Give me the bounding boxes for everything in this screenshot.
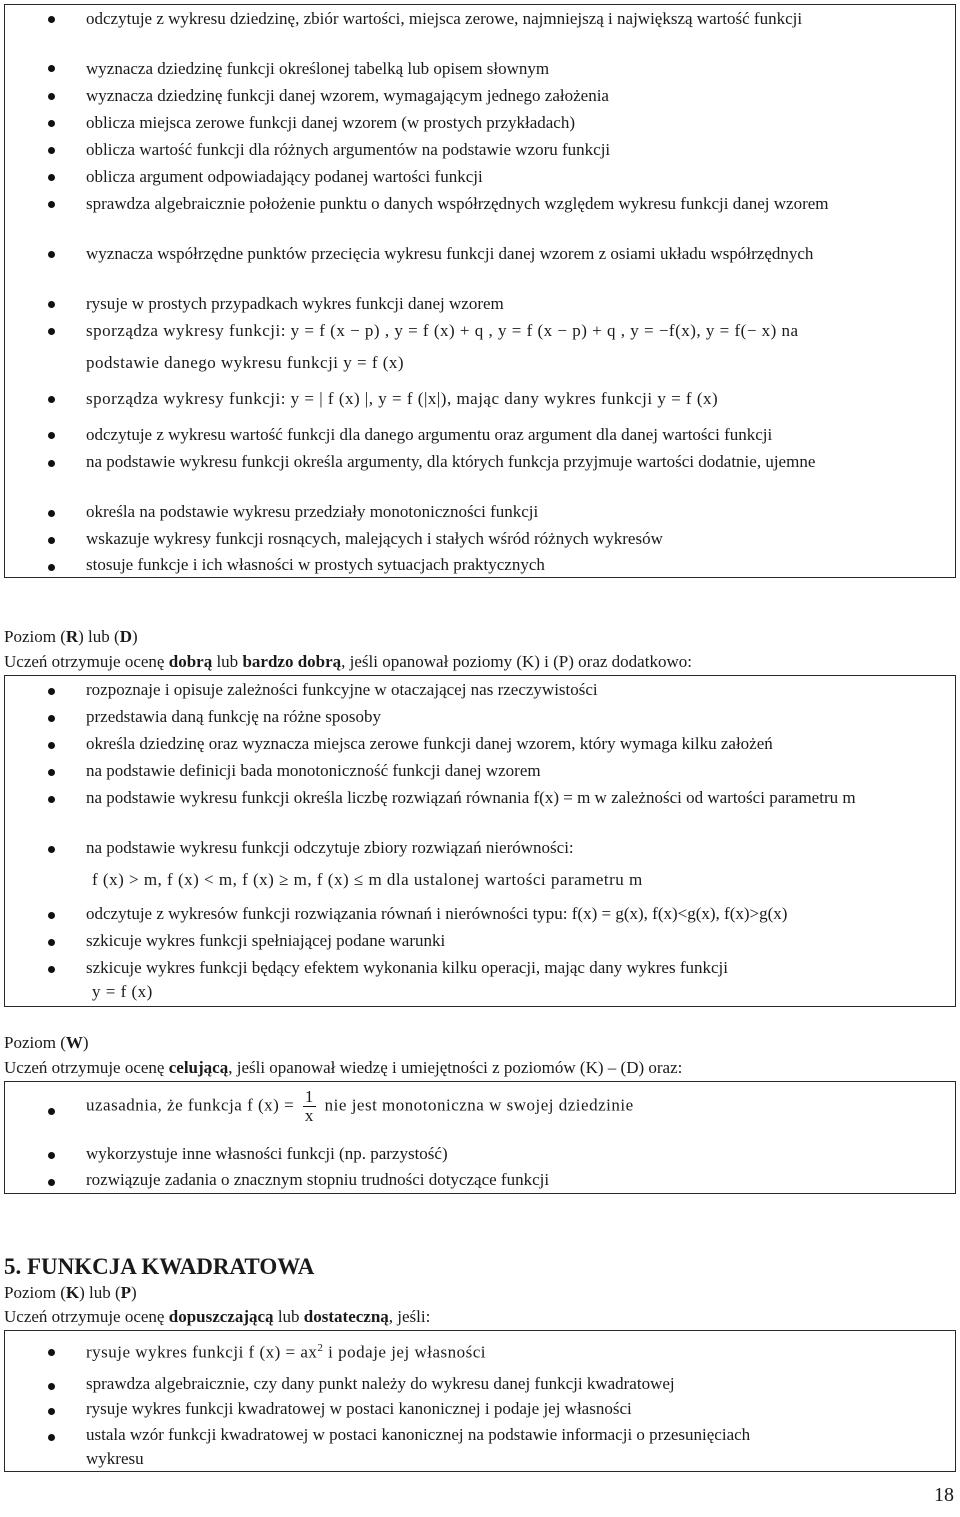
- list-item: wyznacza dziedzinę funkcji określonej tabelką lub opisem słownym: [86, 59, 550, 78]
- bullet: [48, 1108, 55, 1115]
- bullet: [48, 1179, 55, 1186]
- bullet: [48, 65, 55, 72]
- list-item-continuation: wykresu: [86, 1449, 144, 1468]
- list-item-continuation: y = f (x): [92, 982, 153, 1001]
- list-item: szkicuje wykres funkcji będący efektem wykonania kilku operacji, mając dany wykres funkcji: [86, 958, 728, 977]
- bullet: [48, 537, 55, 544]
- bullet: [48, 846, 55, 853]
- list-item: rozpoznaje i opisuje zależności funkcyjne w otaczającej nas rzeczywistości: [86, 680, 598, 699]
- bullet: [48, 432, 55, 439]
- list-item: szkicuje wykres funkcji spełniającej podane warunki: [86, 931, 446, 950]
- bullet: [48, 460, 55, 467]
- section-heading: 5. FUNKCJA KWADRATOWA: [4, 1254, 315, 1279]
- bullet: [48, 1408, 55, 1415]
- bullet: [48, 251, 55, 258]
- level-kp-intro: Uczeń otrzymuje ocenę dopuszczającą lub dostateczną, jeśli:: [4, 1307, 431, 1326]
- bullet: [48, 912, 55, 919]
- list-item: wyznacza dziedzinę funkcji danej wzorem, wymagającym jednego założenia: [86, 86, 609, 105]
- list-item: określa dziedzinę oraz wyznacza miejsca zerowe funkcji danej wzorem, który wymaga kilku założeń: [86, 734, 773, 753]
- list-item-continuation: f (x) > m, f (x) < m, f (x) ≥ m, f (x) ≤ m dla ustalonej wartości parametru m: [92, 870, 643, 889]
- list-item: sprawdza algebraicznie położenie punktu o danych współrzędnych względem wykresu funkcji danej wzorem: [86, 194, 829, 213]
- fraction: $\frac{1}{x}$: [304, 1087, 314, 1125]
- list-item: oblicza wartość funkcji dla różnych argumentów na podstawie wzoru funkcji: [86, 140, 611, 159]
- bullet: [48, 120, 55, 127]
- list-item: ustala wzór funkcji kwadratowej w postaci kanonicznej na podstawie informacji o przesunięciach: [86, 1425, 751, 1444]
- bullet: [48, 1152, 55, 1159]
- list-item: sporządza wykresy funkcji: y = f (x − p) , y = f (x) + q , y = f (x − p) + q , y = −f(x), y = f(− x) na: [86, 321, 799, 340]
- list-item: rysuje wykres funkcji f $(x) = ax^2$ i podaje jej własności: [86, 1342, 486, 1362]
- list-item: rozwiązuje zadania o znacznym stopniu trudności dotyczące funkcji: [86, 1170, 550, 1189]
- bullet: [48, 966, 55, 973]
- bullet: [48, 201, 55, 208]
- bullet: [48, 564, 55, 571]
- level-w-intro: Uczeń otrzymuje ocenę celującą, jeśli opanował wiedzę i umiejętności z poziomów (K) – (D) oraz:: [4, 1058, 683, 1077]
- list-item: wskazuje wykresy funkcji rosnących, malejących i stałych wśród różnych wykresów: [86, 529, 663, 548]
- list-item-continuation: podstawie danego wykresu funkcji y = f (x): [86, 353, 405, 372]
- list-item: rysuje w prostych przypadkach wykres funkcji danej wzorem: [86, 294, 504, 313]
- bullet: [48, 328, 55, 335]
- bullet: [48, 715, 55, 722]
- bullet: [48, 1349, 55, 1356]
- list-item: rysuje wykres funkcji kwadratowej w postaci kanonicznej i podaje jej własności: [86, 1399, 632, 1418]
- bullet: [48, 510, 55, 517]
- bullet: [48, 396, 55, 403]
- list-item: przedstawia daną funkcję na różne sposoby: [86, 707, 382, 726]
- bullet: [48, 939, 55, 946]
- bullet: [48, 1434, 55, 1441]
- bullet: [48, 688, 55, 695]
- list-item: oblicza miejsca zerowe funkcji danej wzorem (w prostych przykładach): [86, 113, 576, 132]
- bullet: [48, 796, 55, 803]
- page-number: 18: [934, 1484, 954, 1506]
- bullet: [48, 93, 55, 100]
- list-item: wykorzystuje inne własności funkcji (np. parzystość): [86, 1144, 448, 1163]
- list-item: sporządza wykresy funkcji: y = | f (x) |, y = f (|x|), mając dany wykres funkcji y = f (x): [86, 389, 719, 408]
- level-rd-title: Poziom (R) lub (D): [4, 627, 138, 646]
- bullet: [48, 301, 55, 308]
- list-item: określa na podstawie wykresu przedziały monotoniczności funkcji: [86, 502, 539, 521]
- list-item: odczytuje z wykresu dziedzinę, zbiór wartości, miejsca zerowe, najmniejszą i największą wartość funkcji: [86, 9, 803, 28]
- bullet: [48, 769, 55, 776]
- bullet: [48, 742, 55, 749]
- list-item: na podstawie definicji bada monotoniczność funkcji danej wzorem: [86, 761, 541, 780]
- list-item: uzasadnia, że funkcja f (x) = $\frac{1}{x}$ nie jest monotoniczna w swojej dziedzinie: [86, 1087, 634, 1125]
- list-item: odczytuje z wykresu wartość funkcji dla danego argumentu oraz argument dla danej wartości funkcji: [86, 425, 773, 444]
- level-rd-intro: Uczeń otrzymuje ocenę dobrą lub bardzo dobrą, jeśli opanował poziomy (K) i (P) oraz dodatkowo:: [4, 652, 692, 671]
- list-item: wyznacza współrzędne punktów przecięcia wykresu funkcji danej wzorem z osiami układu współrzędnych: [86, 244, 814, 263]
- list-item: sprawdza algebraicznie, czy dany punkt należy do wykresu danej funkcji kwadratowej: [86, 1374, 675, 1393]
- list-item: na podstawie wykresu funkcji odczytuje zbiory rozwiązań nierówności:: [86, 838, 574, 857]
- list-item: oblicza argument odpowiadający podanej wartości funkcji: [86, 167, 483, 186]
- bullet: [48, 1383, 55, 1390]
- list-item: stosuje funkcje i ich własności w prostych sytuacjach praktycznych: [86, 555, 545, 574]
- list-item: odczytuje z wykresów funkcji rozwiązania równań i nierówności typu: f(x) = g(x), f(x)<g(x), f(x)>g(x): [86, 904, 788, 923]
- bullet: [48, 16, 55, 23]
- list-item: na podstawie wykresu funkcji określa argumenty, dla których funkcja przyjmuje wartości dodatnie, ujemne: [86, 452, 816, 471]
- list-item: na podstawie wykresu funkcji określa liczbę rozwiązań równania f(x) = m w zależności od wartości parametru m: [86, 788, 856, 807]
- level-kp-title: Poziom (K) lub (P): [4, 1283, 137, 1302]
- bullet: [48, 147, 55, 154]
- level-w-title: Poziom (W): [4, 1033, 89, 1052]
- bullet: [48, 174, 55, 181]
